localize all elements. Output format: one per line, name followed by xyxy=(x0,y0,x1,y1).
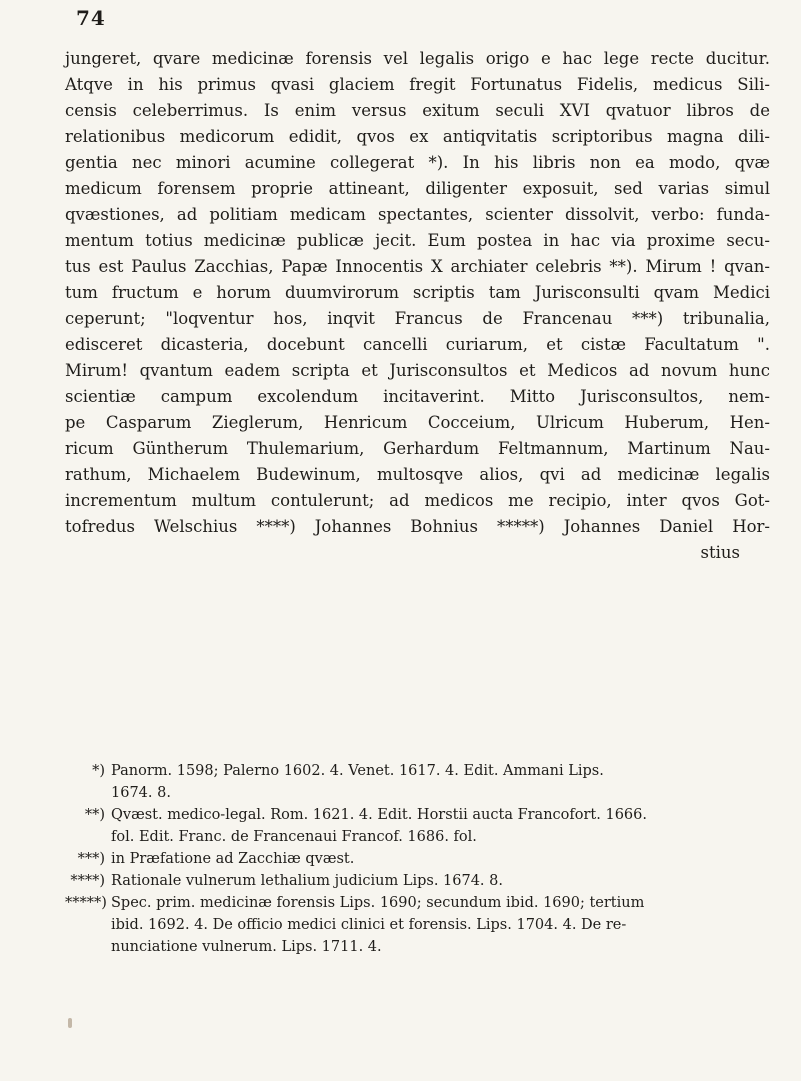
footnote xyxy=(65,870,770,892)
text-line: jungeret, qvare medicinæ forensis vel legalis origo e hac lege recte ducitur. xyxy=(65,49,770,68)
footnote xyxy=(65,892,770,914)
catchword: stius xyxy=(700,543,740,562)
footnote xyxy=(65,760,770,782)
text-line: ceperunt; "loqventur hos, inqvit Francus de Francenau ***) tribunalia, xyxy=(65,309,770,328)
text-line: relationibus medicorum edidit, qvos ex antiqvitatis scriptoribus magna dili- xyxy=(65,127,770,146)
footnote-text: 1674. 8. xyxy=(111,785,171,801)
text-line: Mirum! qvantum eadem scripta et Jurisconsultos et Medicos ad novum hunc xyxy=(65,361,770,380)
footnote-mark: *****) xyxy=(65,895,107,911)
footnote-text: Panorm. 1598; Palerno 1602. 4. Venet. 1617. 4. Edit. Ammani Lips. xyxy=(111,763,604,779)
footnote-mark: **) xyxy=(84,807,105,823)
text-line: edisceret dicasteria, docebunt cancelli curiarum, et cistæ Facultatum ". xyxy=(65,335,770,354)
text-line: tofredus Welschius ****) Johannes Bohnius *****) Johannes Daniel Hor- xyxy=(65,517,770,536)
footnote-text: ibid. 1692. 4. De officio medici clinici et forensis. Lips. 1704. 4. De re- xyxy=(111,917,627,933)
footnote-mark: ***) xyxy=(77,851,105,867)
text-line: scientiæ campum excolendum incitaverint. Mitto Jurisconsultos, nem- xyxy=(65,387,770,406)
footnote-text: fol. Edit. Franc. de Francenaui Francof. 1686. fol. xyxy=(111,829,477,845)
footnote-text: Rationale vulnerum lethalium judicium Lips. 1674. 8. xyxy=(111,873,503,889)
footnote-text: Spec. prim. medicinæ forensis Lips. 1690; secundum ibid. 1690; tertium xyxy=(111,895,645,911)
text-line: mentum totius medicinæ publicæ jecit. Eum postea in hac via proxime secu- xyxy=(65,231,770,250)
text-line: gentia nec minori acumine collegerat *). In his libris non ea modo, qvæ xyxy=(65,153,770,172)
page-number: 74 xyxy=(76,6,106,30)
text-line: medicum forensem proprie attineant, diligenter exposuit, sed varias simul xyxy=(65,179,770,198)
text-line: Atqve in his primus qvasi glaciem fregit Fortunatus Fidelis, medicus Sili- xyxy=(65,75,770,94)
ink-blot xyxy=(68,1018,72,1028)
main-text xyxy=(65,46,770,566)
footnote-mark: *) xyxy=(92,763,105,779)
footnote-text: nunciatione vulnerum. Lips. 1711. 4. xyxy=(111,939,382,955)
footnotes xyxy=(65,760,770,958)
text-line: pe Casparum Zieglerum, Henricum Cocceium, Ulricum Huberum, Hen- xyxy=(65,413,770,432)
text-line: tus est Paulus Zacchias, Papæ Innocentis X archiater celebris **). Mirum ! qvan- xyxy=(65,257,770,276)
text-line: censis celeberrimus. Is enim versus exitum seculi XVI qvatuor libros de xyxy=(65,101,770,120)
text-line: tum fructum e horum duumvirorum scriptis tam Jurisconsulti qvam Medici xyxy=(65,283,770,302)
footnote-mark: ****) xyxy=(70,873,105,889)
text-line: ricum Güntherum Thulemarium, Gerhardum Feltmannum, Martinum Nau- xyxy=(65,439,770,458)
text-line: rathum, Michaelem Budewinum, multosqve alios, qvi ad medicinæ legalis xyxy=(65,465,770,484)
footnote-text: Qvæst. medico-legal. Rom. 1621. 4. Edit. Horstii aucta Francofort. 1666. xyxy=(111,807,647,823)
text-line: qvæstiones, ad politiam medicam spectantes, scienter dissolvit, verbo: funda- xyxy=(65,205,770,224)
text-line: incrementum multum contulerunt; ad medicos me recipio, inter qvos Got- xyxy=(65,491,770,510)
footnote-text: in Præfatione ad Zacchiæ qvæst. xyxy=(111,851,355,867)
footnote xyxy=(65,848,770,870)
footnote xyxy=(65,804,770,826)
